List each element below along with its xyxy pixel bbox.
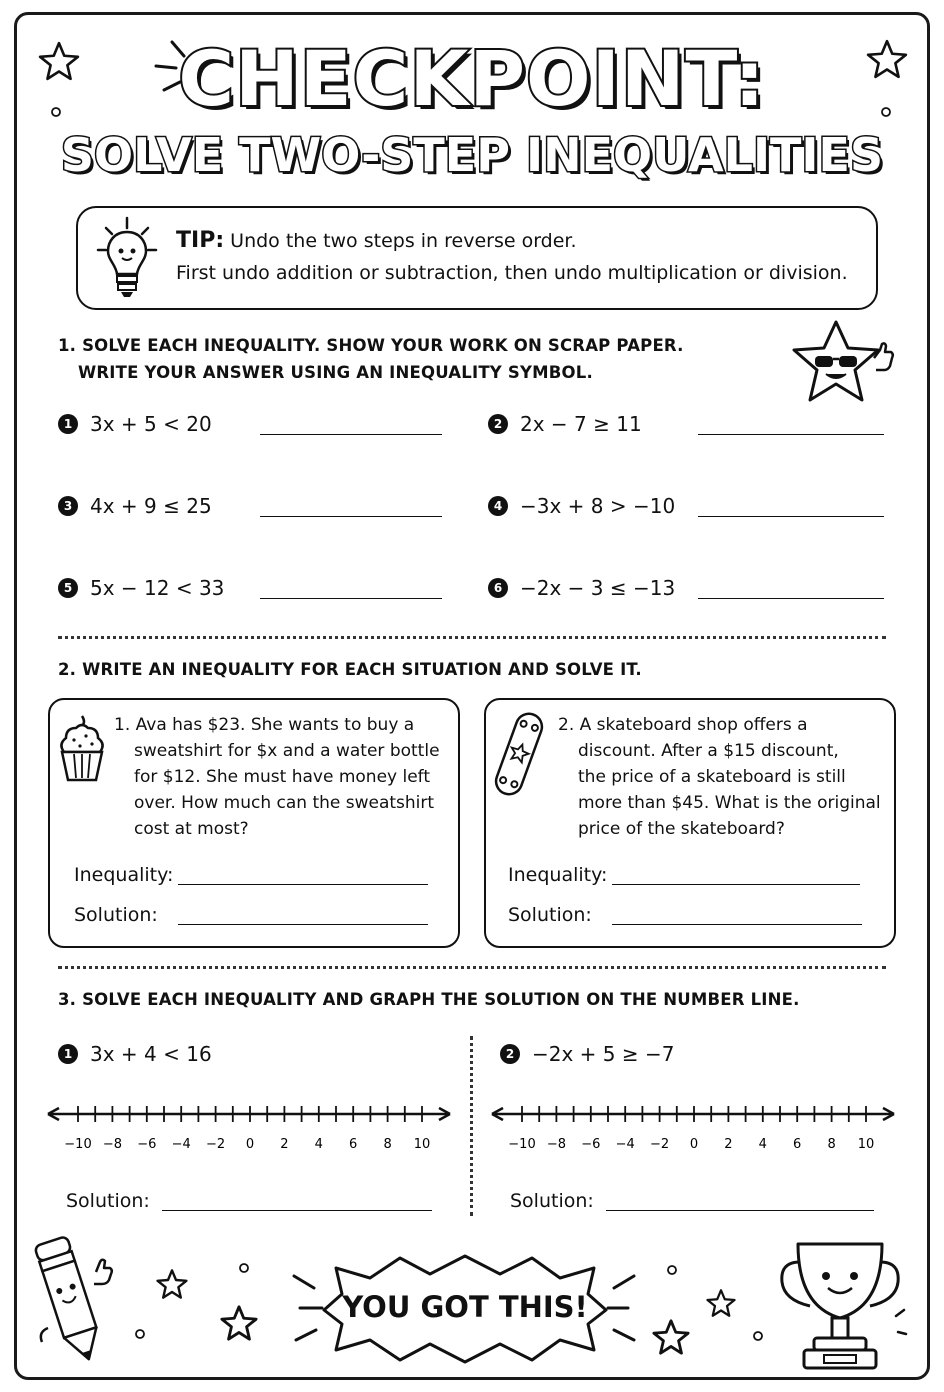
s1-problem-5: [58, 576, 224, 600]
inequality-answer-line[interactable]: [178, 884, 428, 885]
tick-label: 0: [689, 1137, 699, 1152]
solution-answer-line[interactable]: [178, 924, 428, 925]
tick-label: 10: [857, 1137, 875, 1152]
section3-heading: 3. SOLVE EACH INEQUALITY AND GRAPH THE SOLUTION ON THE NUMBER LINE.: [58, 990, 800, 1009]
problem-text: 4x + 9 ≤ 25: [90, 494, 212, 518]
problem-text: 3x + 4 < 16: [90, 1042, 212, 1066]
lightbulb-icon: [96, 216, 158, 300]
solution-answer-line[interactable]: [612, 924, 862, 925]
section1-heading: 1. SOLVE EACH INEQUALITY. SHOW YOUR WORK ON SCRAP PAPER.: [58, 336, 684, 355]
number-line-2[interactable]: [488, 1096, 898, 1156]
tick-label: 6: [349, 1137, 358, 1152]
tick-label: 0: [245, 1137, 255, 1152]
solution-label: Solution:: [66, 1190, 150, 1212]
page-title: CHECKPOINT:: [178, 34, 766, 123]
circle-dot-icon: [752, 1330, 764, 1342]
tip-label: TIP:: [176, 228, 225, 253]
s1-problem-2: [488, 412, 642, 436]
s1-problem-4: [488, 494, 675, 518]
tick-label: −2: [650, 1137, 670, 1152]
solution-answer-line[interactable]: [162, 1210, 432, 1211]
tick-label: −8: [546, 1137, 566, 1152]
tick-label: 6: [793, 1137, 802, 1152]
solution-label: Solution:: [508, 904, 592, 926]
tick-label: −4: [615, 1137, 635, 1152]
word-problem-line: for $12. She must have money left: [134, 767, 431, 787]
tick-label: 8: [383, 1137, 392, 1152]
problem-text: −2x + 5 ≥ −7: [532, 1042, 675, 1066]
word-problem-line: 1. Ava has $23. She wants to buy a: [114, 715, 415, 735]
cool-star-icon: [788, 318, 898, 410]
vertical-divider: [470, 1036, 473, 1216]
section1-heading-line2: WRITE YOUR ANSWER USING AN INEQUALITY SYMBOL.: [78, 363, 593, 382]
problem-number: 2: [488, 414, 508, 434]
divider: [58, 966, 886, 969]
cupcake-icon: [54, 712, 110, 784]
circle-dot-icon: [666, 1264, 678, 1276]
problem-number: 2: [500, 1044, 520, 1064]
problem-number: 1: [58, 414, 78, 434]
word-problem-line: cost at most?: [134, 819, 249, 839]
word-problem-line: sweatshirt for $x and a water bottle: [134, 741, 440, 761]
answer-line[interactable]: [698, 598, 884, 599]
tick-label: −10: [508, 1137, 536, 1152]
tip-text: Undo the two steps in reverse order.: [230, 230, 577, 252]
solution-label: Solution:: [74, 904, 158, 926]
problem-text: −3x + 8 > −10: [520, 494, 676, 518]
word-problem-line: 2. A skateboard shop offers a: [558, 715, 808, 735]
problem-number: 4: [488, 496, 508, 516]
star-icon: [706, 1288, 736, 1318]
tick-label: −4: [171, 1137, 191, 1152]
trophy-mascot-icon: [770, 1236, 910, 1376]
word-problem-line: discount. After a $15 discount,: [578, 741, 839, 761]
tip-box: [76, 206, 878, 310]
tick-label: 8: [827, 1137, 836, 1152]
problem-text: −2x − 3 ≤ −13: [520, 576, 676, 600]
circle-dot-icon: [134, 1328, 146, 1340]
s3-problem-2: [500, 1042, 674, 1066]
section2-heading: 2. WRITE AN INEQUALITY FOR EACH SITUATION AND SOLVE IT.: [58, 660, 642, 679]
tick-label: 2: [280, 1137, 289, 1152]
s1-problem-1: [58, 412, 212, 436]
solution-label: Solution:: [510, 1190, 594, 1212]
answer-line[interactable]: [698, 516, 884, 517]
word-problem-line: price of the skateboard?: [578, 819, 785, 839]
word-problem-text: [114, 712, 444, 842]
circle-dot-icon: [238, 1262, 250, 1274]
page-subtitle: SOLVE TWO-STEP INEQUALITIES: [60, 128, 884, 182]
answer-line[interactable]: [260, 516, 442, 517]
s1-problem-3: [58, 494, 212, 518]
star-icon: [652, 1318, 690, 1356]
word-problem-line: more than $45. What is the original: [578, 793, 881, 813]
problem-text: 5x − 12 < 33: [90, 576, 225, 600]
number-line-1[interactable]: [44, 1096, 454, 1156]
problem-number: 6: [488, 578, 508, 598]
problem-text: 3x + 5 < 20: [90, 412, 212, 436]
problem-number: 5: [58, 578, 78, 598]
s3-problem-1: [58, 1042, 212, 1066]
encouragement-banner: YOU GOT THIS!: [342, 1290, 588, 1324]
inequality-answer-line[interactable]: [612, 884, 860, 885]
tip-text-line1: [176, 228, 577, 253]
word-problem-line: the price of a skateboard is still: [578, 767, 846, 787]
tick-label: −2: [206, 1137, 226, 1152]
problem-number: 1: [58, 1044, 78, 1064]
word-problem-text: [558, 712, 888, 842]
pencil-mascot-icon: [30, 1228, 114, 1370]
answer-line[interactable]: [698, 434, 884, 435]
star-icon: [220, 1304, 258, 1342]
skateboard-icon: [490, 708, 548, 800]
tick-label: −6: [581, 1137, 601, 1152]
tick-label: −8: [102, 1137, 122, 1152]
inequality-label: Inequality:: [74, 864, 174, 886]
word-problem-line: over. How much can the sweatshirt: [134, 793, 435, 813]
divider: [58, 636, 886, 639]
tick-label: −10: [64, 1137, 92, 1152]
problem-number: 3: [58, 496, 78, 516]
tick-label: 4: [314, 1137, 323, 1152]
inequality-label: Inequality:: [508, 864, 608, 886]
star-icon: [156, 1268, 188, 1300]
s1-problem-6: [488, 576, 675, 600]
tick-label: −6: [137, 1137, 157, 1152]
answer-line[interactable]: [260, 434, 442, 435]
tick-label: 2: [724, 1137, 733, 1152]
tick-label: 4: [758, 1137, 767, 1152]
tip-text-line2: First undo addition or subtraction, then undo multiplication or division.: [176, 262, 848, 284]
tick-label: 10: [413, 1137, 431, 1152]
problem-text: 2x − 7 ≥ 11: [520, 412, 642, 436]
answer-line[interactable]: [260, 598, 442, 599]
solution-answer-line[interactable]: [606, 1210, 874, 1211]
